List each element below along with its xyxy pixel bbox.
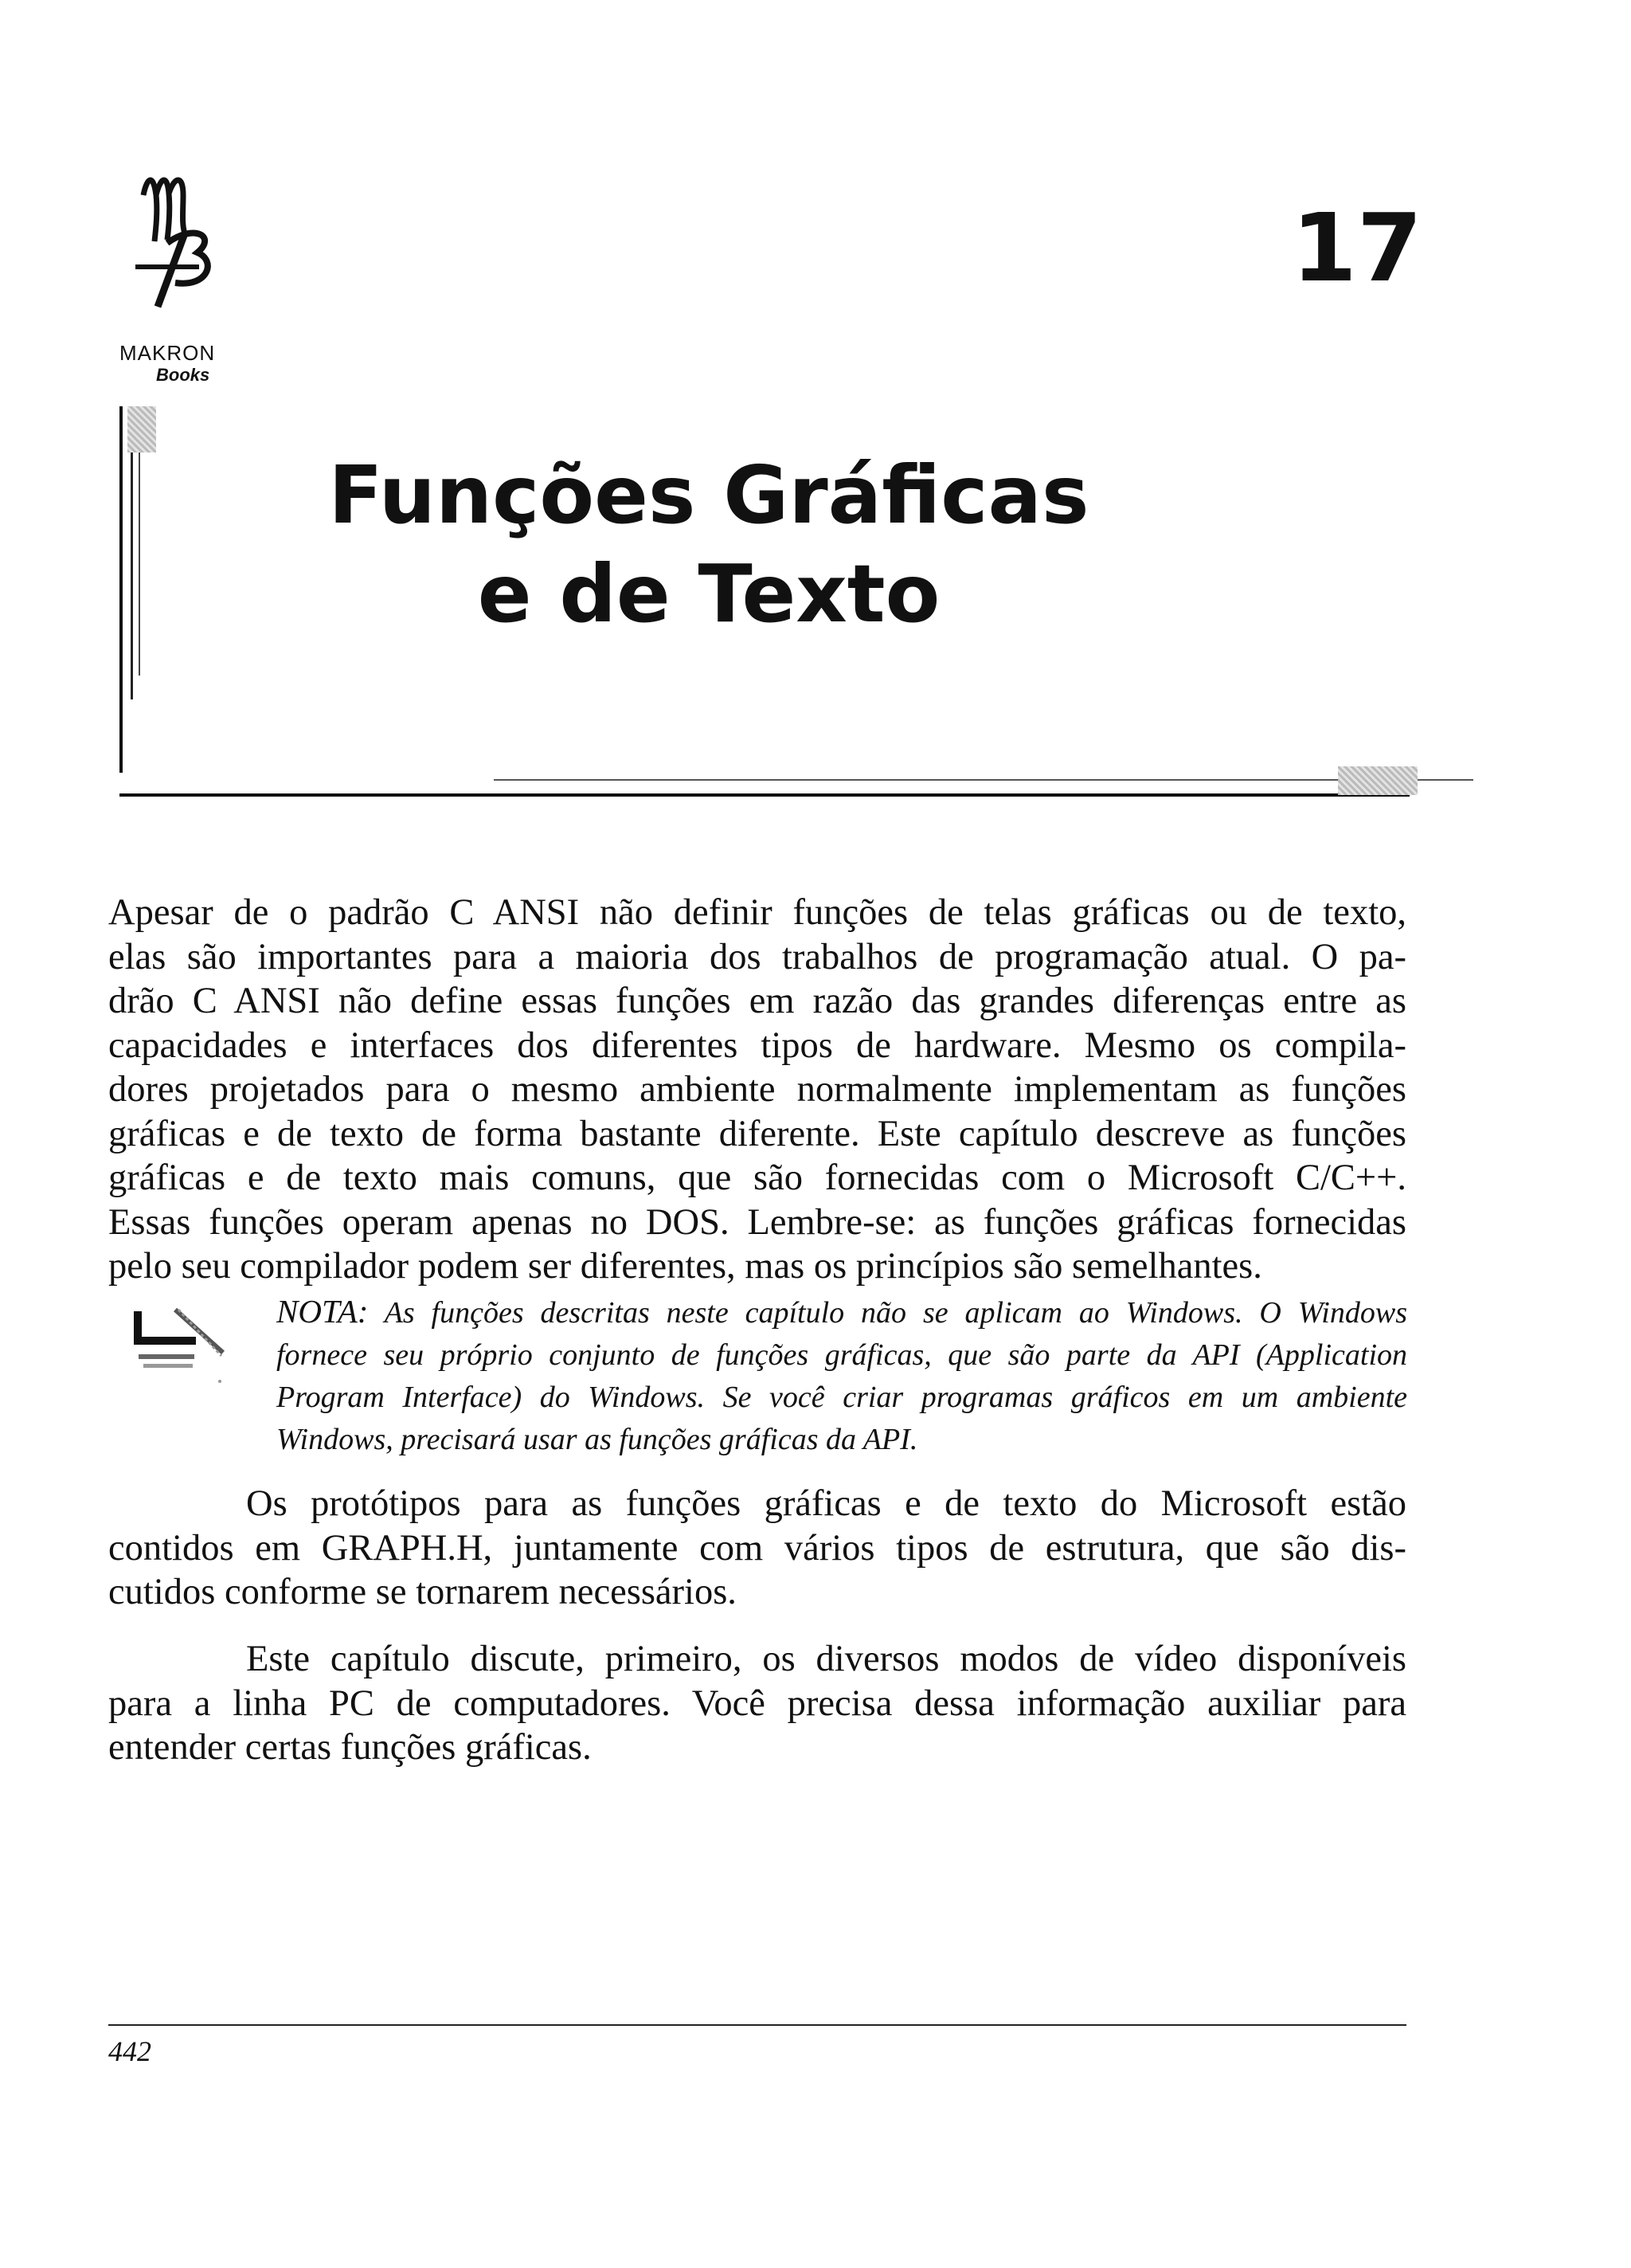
frame-bottom-inner-rule: [494, 779, 1473, 781]
page-number: 442: [108, 2035, 151, 2067]
text-line: capacidades e interfaces dos diferentes tipos de hardware. Mesmo os compila-: [108, 1024, 1406, 1066]
text-line: Os protótipos para as funções gráficas e de texto do Microsoft estão: [246, 1483, 1406, 1524]
note-label: NOTA:: [276, 1293, 369, 1330]
frame-shade-top: [127, 406, 156, 452]
text-line: cutidos conforme se tornarem necessários.: [108, 1572, 737, 1612]
note-line: Program Interface) do Windows. Se você criar programas gráficos em um ambiente: [276, 1381, 1407, 1414]
frame-bottom-rule: [119, 793, 1410, 797]
note-line: fornece seu próprio conjunto de funções gráficas, que são parte da API (Application: [276, 1338, 1407, 1372]
text-line: contidos em GRAPH.H, juntamente com vários tipos de estrutura, que são dis-: [108, 1527, 1406, 1569]
text-line: pelo seu compilador podem ser diferentes, mas os princípios são semelhantes.: [108, 1246, 1262, 1287]
footer-rule: [108, 2024, 1406, 2026]
paragraph-video-modes: [108, 1637, 1406, 1770]
note-line: [276, 1291, 1407, 1334]
frame-shade-bottom: [1338, 766, 1418, 795]
text-line: entender certas funções gráficas.: [108, 1727, 592, 1768]
publisher-logo: [119, 147, 223, 339]
chapter-number: 17: [1291, 193, 1422, 303]
note-block: [276, 1291, 1407, 1461]
note-pointer-icon: [119, 1299, 231, 1394]
chapter-title-line-2: e de Texto: [477, 547, 941, 640]
paragraph-prototypes: [108, 1482, 1406, 1615]
text-line: dores projetados para o mesmo ambiente normalmente implementam as funções: [108, 1069, 1406, 1110]
text-line: gráficas e de texto mais comuns, que são fornecidas com o Microsoft C/C++.: [108, 1158, 1406, 1198]
note-line-text: As funções descritas neste capítulo não se aplicam ao Windows. O Windows: [384, 1296, 1407, 1330]
frame-left-rule: [119, 406, 123, 773]
text-line: Este capítulo discute, primeiro, os diversos modos de vídeo disponíveis: [246, 1639, 1406, 1679]
publisher-name: MAKRON: [119, 341, 216, 365]
frame-left-inner-rule: [131, 452, 133, 699]
text-line: Essas funções operam apenas no DOS. Lembre-se: as funções gráficas fornecidas: [108, 1201, 1406, 1243]
frame-left-inner-rule-2: [139, 452, 140, 676]
text-line: elas são importantes para a maioria dos trabalhos de programação atual. O pa-: [108, 936, 1406, 977]
publisher-subname: Books: [156, 365, 210, 385]
text-line: drão C ANSI não define essas funções em razão das grandes diferenças entre as: [108, 981, 1406, 1021]
note-line: Windows, precisará usar as funções gráficas da API.: [276, 1423, 918, 1456]
chapter-title: [239, 446, 1179, 644]
text-line: para a linha PC de computadores. Você precisa dessa informação auxiliar para: [108, 1682, 1406, 1724]
text-line: gráficas e de texto de forma bastante diferente. Este capítulo descreve as funções: [108, 1113, 1406, 1154]
makron-books-monogram-icon: [119, 147, 223, 339]
paragraph-intro: [108, 891, 1406, 1289]
chapter-title-line-1: Funções Gráficas: [328, 449, 1089, 542]
text-line: Apesar de o padrão C ANSI não definir funções de telas gráficas ou de texto,: [108, 892, 1406, 933]
